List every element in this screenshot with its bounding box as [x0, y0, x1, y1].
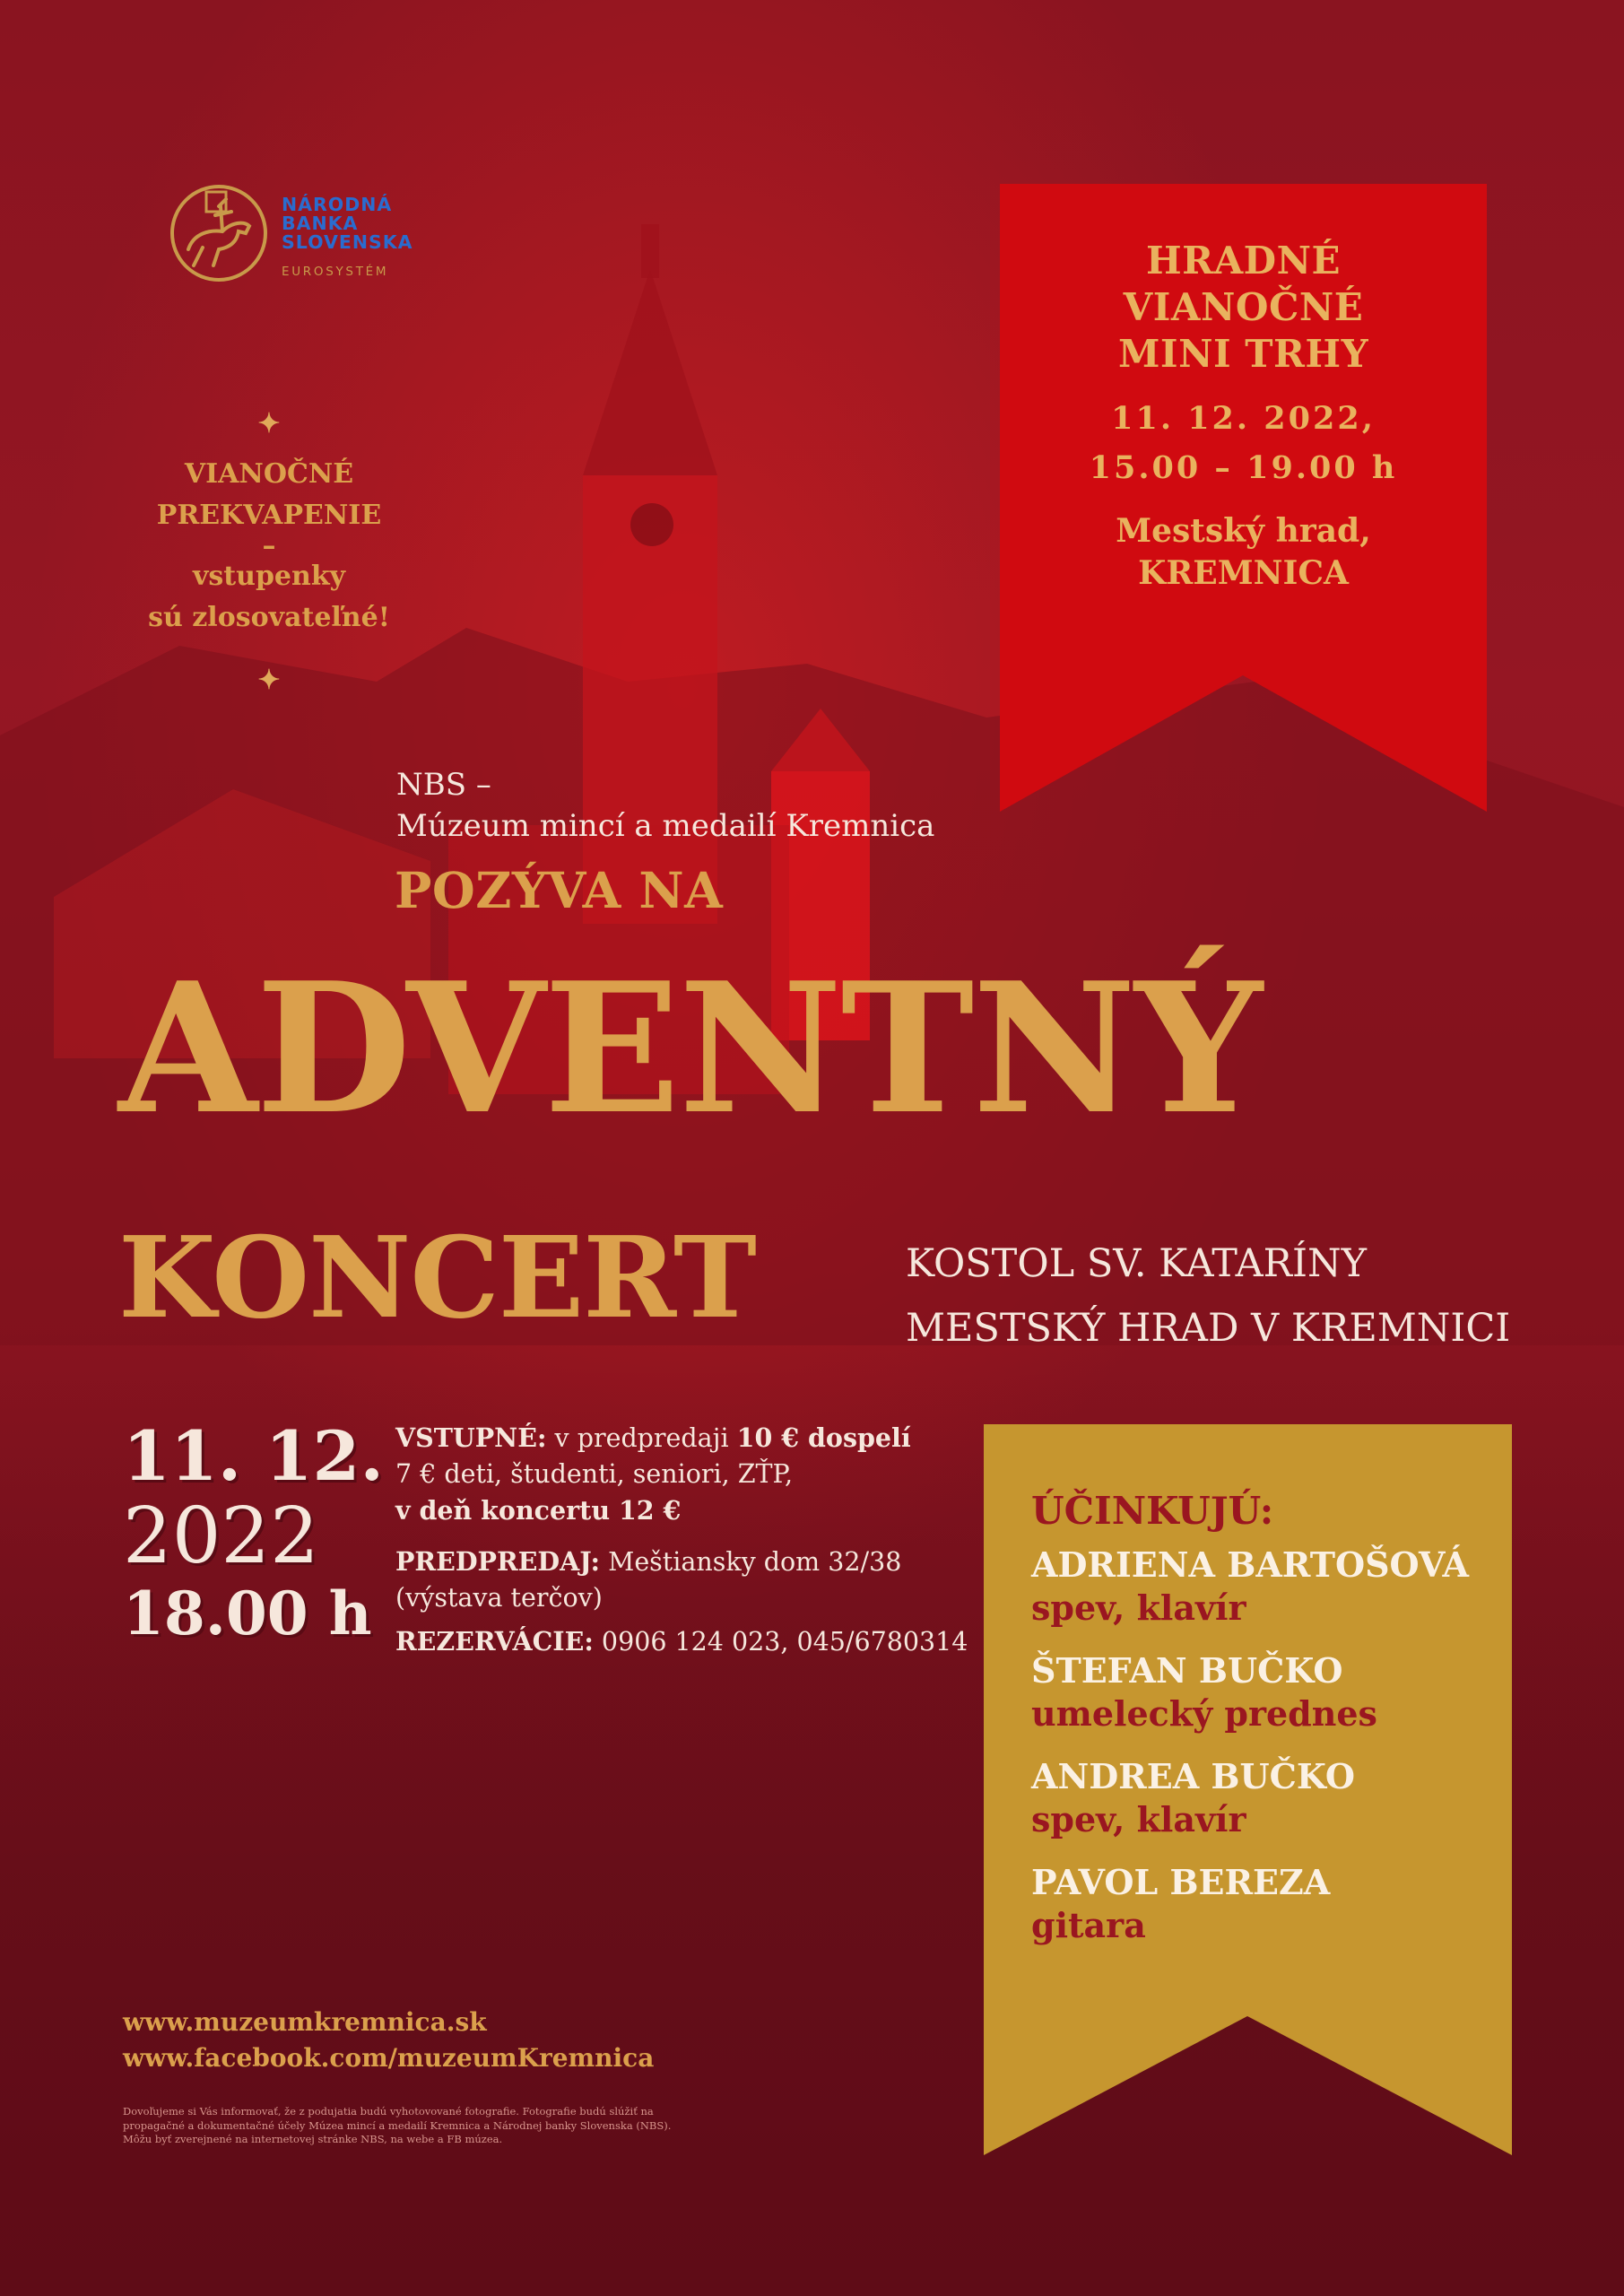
market-place [1000, 510, 1487, 595]
market-title-3: MINI TRHY [1117, 332, 1369, 376]
surprise-line-1: VIANOČNÉ [184, 458, 354, 490]
market-place-1: Mestský hrad, [1116, 512, 1371, 550]
logo-line-2: BANKA [282, 213, 359, 234]
performers [1031, 1484, 1498, 1967]
reservation-text: 0906 124 023, 045/6780314 [593, 1627, 968, 1657]
market-time: 15.00 – 19.00 h [1089, 449, 1398, 486]
website-link[interactable]: www.muzeumkremnica.sk [123, 2007, 487, 2037]
surprise-dash: – [262, 530, 276, 561]
event-day-month: 11. 12. [123, 1416, 384, 1496]
performer [1031, 1649, 1498, 1735]
links [123, 2005, 654, 2076]
presale-label: PREDPREDAJ: [395, 1546, 601, 1577]
presale-line-2: (výstava terčov) [395, 1583, 603, 1613]
performer-role: spev, klavír [1031, 1799, 1246, 1839]
performer-name: ADRIENA BARTOŠOVÁ [1031, 1544, 1469, 1585]
market-info [1000, 238, 1487, 595]
ticket-info [395, 1420, 968, 1660]
logo-line-3: SLOVENSKA [282, 231, 413, 253]
logo-line-1: NÁRODNÁ [282, 194, 393, 215]
entry-line-1 [395, 1420, 968, 1457]
title-koncert: KONCERT [118, 1213, 756, 1344]
invite-heading: POZÝVA NA [395, 861, 724, 919]
organizer [396, 764, 934, 847]
performer-name: ANDREA BUČKO [1031, 1756, 1356, 1796]
market-title-1: HRADNÉ [1146, 239, 1341, 283]
entry-line-2: 7 € deti, študenti, seniori, ZŤP, [395, 1459, 794, 1489]
performer-name: PAVOL BEREZA [1031, 1862, 1331, 1902]
performer [1031, 1755, 1498, 1841]
performers-heading: ÚČINKUJÚ: [1031, 1489, 1274, 1533]
event-year: 2022 [123, 1492, 319, 1581]
market-title-2: VIANOČNÉ [1123, 285, 1364, 329]
star-icon: ✦ [257, 665, 281, 696]
entry-line-3 [395, 1492, 968, 1529]
disclaimer-line-3: Môžu byť zverejnené na internetovej stránke NBS, na webe a FB múzea. [123, 2133, 503, 2145]
presale-text: Meštiansky dom 32/38 [600, 1547, 902, 1577]
surprise-line-2: PREKVAPENIE [156, 500, 382, 531]
facebook-link[interactable]: www.facebook.com/muzeumKremnica [123, 2043, 655, 2073]
christmas-surprise [135, 404, 404, 701]
reservation-line [395, 1623, 968, 1660]
venue-line-1: KOSTOL SV. KATARÍNY [906, 1241, 1368, 1286]
venue [906, 1231, 1510, 1361]
surprise-line-5: sú zlosovateľné! [148, 602, 390, 633]
surprise-line-4: vstupenky [192, 561, 346, 592]
presale-line-1 [395, 1544, 968, 1580]
reservation-label: REZERVÁCIE: [395, 1626, 594, 1657]
organizer-line-1: NBS – [396, 767, 491, 803]
performer [1031, 1861, 1498, 1947]
entry-label: VSTUPNÉ: [395, 1422, 547, 1453]
entry-adult: 10 € dospelí [736, 1422, 911, 1453]
logo-subtitle: EUROSYSTÉM [282, 265, 389, 279]
entry-day-price: v deň koncertu 12 € [395, 1495, 682, 1526]
performer-role: gitara [1031, 1905, 1146, 1945]
entry-text: v predpredaji [546, 1423, 737, 1453]
performer-role: umelecký prednes [1031, 1693, 1377, 1734]
event-time: 18.00 h [123, 1578, 372, 1648]
knight-on-horse-icon [167, 179, 271, 283]
disclaimer-line-2: propagačné a dokumentačné účely Múzea mincí a medailí Kremnica a Národnej banky Slovenska (NBS). [123, 2118, 672, 2132]
title-adventny: ADVENTNÝ [118, 944, 1261, 1154]
performer-name: ŠTEFAN BUČKO [1031, 1650, 1343, 1691]
event-date [123, 1417, 384, 1650]
star-icon: ✦ [257, 408, 281, 439]
disclaimer-line-1: Dovoľujeme si Vás informovať, že z podujatia budú vyhotovované fotografie. Fotografie budú slúžiť na [123, 2105, 654, 2118]
performer-role: spev, klavír [1031, 1587, 1246, 1628]
photo-disclaimer [123, 2105, 769, 2147]
market-date [1000, 394, 1487, 492]
nbs-logo [167, 179, 436, 287]
organizer-line-2: Múzeum mincí a medailí Kremnica [396, 808, 935, 844]
venue-line-2: MESTSKÝ HRAD V KREMNICI [906, 1306, 1511, 1351]
market-place-2: KREMNICA [1138, 554, 1349, 592]
performer [1031, 1544, 1498, 1630]
market-date-day: 11. 12. 2022, [1111, 400, 1376, 437]
